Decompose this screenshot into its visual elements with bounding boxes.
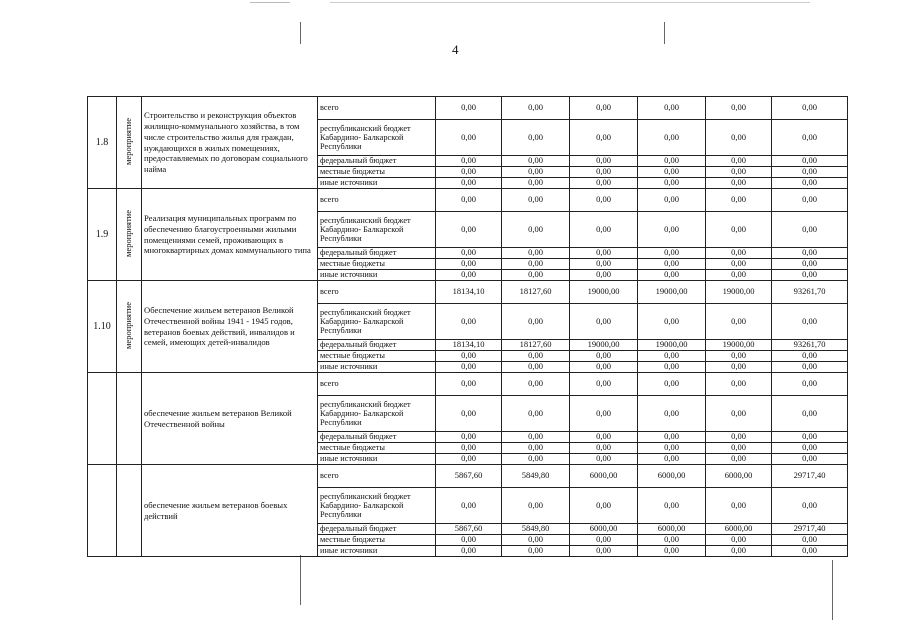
value-cell: 0,00 [502, 373, 570, 396]
funding-source: республиканский бюджет Кабардино- Балкарской Республики [318, 212, 436, 248]
item-type-cell [117, 465, 142, 557]
funding-source: местные бюджеты [318, 167, 436, 178]
table-row [88, 373, 848, 396]
value-cell: 5849,80 [502, 465, 570, 488]
value-cell: 0,00 [706, 546, 772, 557]
funding-source: всего [318, 281, 436, 304]
value-cell: 0,00 [502, 488, 570, 524]
value-cell: 0,00 [772, 178, 848, 189]
funding-source: федеральный бюджет [318, 340, 436, 351]
value-cell: 0,00 [502, 304, 570, 340]
funding-source: республиканский бюджет Кабардино- Балкарской Республики [318, 120, 436, 156]
value-cell: 0,00 [772, 373, 848, 396]
value-cell: 0,00 [638, 259, 706, 270]
value-cell: 0,00 [706, 259, 772, 270]
value-cell: 0,00 [706, 443, 772, 454]
value-cell: 0,00 [502, 351, 570, 362]
value-cell: 29717,40 [772, 524, 848, 535]
scan-artifact [300, 555, 301, 605]
value-cell: 0,00 [436, 488, 502, 524]
value-cell: 0,00 [570, 396, 638, 432]
item-description: Обеспечение жильем ветеранов Великой Отечественной войны 1941 - 1945 годов, ветеранов боевых действий, инвалидов и семей, имеющих детей-инвалидов [142, 281, 318, 373]
funding-source: местные бюджеты [318, 535, 436, 546]
value-cell: 0,00 [436, 259, 502, 270]
table-row [88, 465, 848, 488]
value-cell: 0,00 [706, 304, 772, 340]
value-cell: 0,00 [772, 488, 848, 524]
value-cell: 0,00 [638, 443, 706, 454]
value-cell: 0,00 [638, 156, 706, 167]
value-cell: 0,00 [436, 156, 502, 167]
page-number: 4 [452, 42, 459, 57]
value-cell: 0,00 [436, 432, 502, 443]
value-cell: 0,00 [502, 156, 570, 167]
funding-source: иные источники [318, 362, 436, 373]
item-number [88, 465, 117, 557]
item-type-cell [117, 281, 142, 373]
item-type: мероприятие [123, 209, 134, 257]
value-cell: 19000,00 [570, 281, 638, 304]
item-number [88, 373, 117, 465]
value-cell: 0,00 [638, 396, 706, 432]
value-cell: 29717,40 [772, 465, 848, 488]
item-type: мероприятие [123, 301, 134, 349]
value-cell: 0,00 [772, 396, 848, 432]
value-cell: 0,00 [772, 546, 848, 557]
scan-artifact [664, 22, 665, 44]
value-cell: 6000,00 [638, 465, 706, 488]
value-cell: 0,00 [502, 396, 570, 432]
value-cell: 0,00 [638, 212, 706, 248]
value-cell: 0,00 [436, 248, 502, 259]
funding-source: республиканский бюджет Кабардино- Балкарской Республики [318, 304, 436, 340]
value-cell: 0,00 [706, 362, 772, 373]
value-cell: 18127,60 [502, 281, 570, 304]
value-cell: 0,00 [638, 362, 706, 373]
value-cell: 0,00 [772, 189, 848, 212]
value-cell: 0,00 [570, 120, 638, 156]
item-number: 1.8 [88, 97, 117, 189]
value-cell: 0,00 [502, 535, 570, 546]
value-cell: 5849,80 [502, 524, 570, 535]
funding-source: всего [318, 97, 436, 120]
value-cell: 5867,60 [436, 524, 502, 535]
funding-source: всего [318, 189, 436, 212]
value-cell: 0,00 [638, 454, 706, 465]
value-cell: 0,00 [502, 432, 570, 443]
value-cell: 0,00 [772, 156, 848, 167]
value-cell: 0,00 [502, 120, 570, 156]
value-cell: 0,00 [436, 546, 502, 557]
value-cell: 0,00 [570, 97, 638, 120]
table-row [88, 189, 848, 212]
value-cell: 0,00 [436, 97, 502, 120]
value-cell: 18134,10 [436, 340, 502, 351]
value-cell: 0,00 [638, 351, 706, 362]
value-cell: 0,00 [570, 432, 638, 443]
value-cell: 0,00 [436, 362, 502, 373]
value-cell: 0,00 [502, 454, 570, 465]
value-cell: 0,00 [436, 396, 502, 432]
value-cell: 0,00 [706, 535, 772, 546]
table-body [88, 97, 848, 557]
value-cell: 0,00 [706, 156, 772, 167]
value-cell: 0,00 [772, 248, 848, 259]
value-cell: 0,00 [570, 270, 638, 281]
value-cell: 0,00 [772, 454, 848, 465]
value-cell: 0,00 [502, 362, 570, 373]
value-cell: 93261,70 [772, 340, 848, 351]
table-row [88, 281, 848, 304]
funding-source: всего [318, 373, 436, 396]
scan-artifact [832, 560, 833, 620]
value-cell: 0,00 [638, 97, 706, 120]
funding-source: иные источники [318, 270, 436, 281]
value-cell: 0,00 [706, 432, 772, 443]
funding-source: иные источники [318, 454, 436, 465]
funding-source: республиканский бюджет Кабардино- Балкарской Республики [318, 488, 436, 524]
value-cell: 0,00 [638, 304, 706, 340]
value-cell: 0,00 [638, 120, 706, 156]
value-cell: 0,00 [502, 189, 570, 212]
value-cell: 0,00 [436, 304, 502, 340]
table-row [88, 97, 848, 120]
value-cell: 0,00 [772, 212, 848, 248]
value-cell: 6000,00 [570, 465, 638, 488]
value-cell: 0,00 [638, 373, 706, 396]
value-cell: 0,00 [638, 189, 706, 212]
value-cell: 0,00 [436, 373, 502, 396]
value-cell: 0,00 [706, 212, 772, 248]
value-cell: 0,00 [436, 351, 502, 362]
value-cell: 0,00 [436, 120, 502, 156]
value-cell: 0,00 [570, 248, 638, 259]
funding-source: местные бюджеты [318, 351, 436, 362]
funding-source: федеральный бюджет [318, 432, 436, 443]
value-cell: 0,00 [706, 396, 772, 432]
value-cell: 6000,00 [706, 524, 772, 535]
value-cell: 0,00 [772, 167, 848, 178]
value-cell: 0,00 [570, 212, 638, 248]
value-cell: 0,00 [570, 304, 638, 340]
value-cell: 5867,60 [436, 465, 502, 488]
value-cell: 0,00 [772, 97, 848, 120]
value-cell: 0,00 [502, 212, 570, 248]
funding-source: республиканский бюджет Кабардино- Балкарской Республики [318, 396, 436, 432]
value-cell: 0,00 [502, 259, 570, 270]
funding-source: федеральный бюджет [318, 524, 436, 535]
value-cell: 0,00 [772, 432, 848, 443]
value-cell: 19000,00 [570, 340, 638, 351]
value-cell: 0,00 [706, 120, 772, 156]
value-cell: 0,00 [436, 178, 502, 189]
item-description: обеспечение жильем ветеранов боевых действий [142, 465, 318, 557]
value-cell: 0,00 [436, 212, 502, 248]
value-cell: 0,00 [502, 178, 570, 189]
item-type-cell [117, 97, 142, 189]
value-cell: 0,00 [706, 97, 772, 120]
value-cell: 0,00 [570, 488, 638, 524]
value-cell: 18134,10 [436, 281, 502, 304]
value-cell: 0,00 [706, 270, 772, 281]
value-cell: 0,00 [772, 259, 848, 270]
value-cell: 0,00 [436, 167, 502, 178]
value-cell: 6000,00 [570, 524, 638, 535]
value-cell: 0,00 [570, 259, 638, 270]
funding-source: федеральный бюджет [318, 248, 436, 259]
value-cell: 19000,00 [706, 281, 772, 304]
value-cell: 0,00 [638, 488, 706, 524]
value-cell: 0,00 [638, 270, 706, 281]
value-cell: 0,00 [772, 443, 848, 454]
item-type-cell [117, 189, 142, 281]
value-cell: 0,00 [502, 443, 570, 454]
value-cell: 0,00 [502, 97, 570, 120]
value-cell: 19000,00 [706, 340, 772, 351]
value-cell: 0,00 [772, 351, 848, 362]
value-cell: 0,00 [502, 546, 570, 557]
value-cell: 0,00 [638, 167, 706, 178]
value-cell: 0,00 [570, 546, 638, 557]
funding-source: иные источники [318, 546, 436, 557]
value-cell: 0,00 [570, 535, 638, 546]
item-description: Строительство и реконструкция объектов жилищно-коммунального хозяйства, в том числе строительство жилья для граждан, нуждающихся в жилых помещениях, предоставляемых по договорам социального найма [142, 97, 318, 189]
value-cell: 0,00 [772, 362, 848, 373]
scan-artifact [300, 22, 301, 44]
value-cell: 19000,00 [638, 281, 706, 304]
value-cell: 0,00 [436, 270, 502, 281]
funding-source: местные бюджеты [318, 259, 436, 270]
value-cell: 0,00 [502, 270, 570, 281]
value-cell: 0,00 [570, 443, 638, 454]
value-cell: 0,00 [436, 535, 502, 546]
value-cell: 0,00 [570, 178, 638, 189]
value-cell: 0,00 [570, 373, 638, 396]
item-number: 1.9 [88, 189, 117, 281]
value-cell: 0,00 [570, 189, 638, 212]
value-cell: 0,00 [706, 248, 772, 259]
value-cell: 0,00 [638, 546, 706, 557]
value-cell: 0,00 [772, 270, 848, 281]
value-cell: 0,00 [772, 304, 848, 340]
value-cell: 0,00 [436, 189, 502, 212]
value-cell: 0,00 [638, 432, 706, 443]
value-cell: 0,00 [570, 362, 638, 373]
value-cell: 0,00 [772, 120, 848, 156]
scan-artifact [250, 2, 290, 3]
item-type-cell [117, 373, 142, 465]
funding-source: иные источники [318, 178, 436, 189]
item-description: Реализация муниципальных программ по обеспечению благоустроенными жилыми помещениями семей, проживающих в многоквартирных домах коммунального типа [142, 189, 318, 281]
value-cell: 0,00 [570, 454, 638, 465]
value-cell: 0,00 [502, 248, 570, 259]
value-cell: 0,00 [502, 167, 570, 178]
value-cell: 0,00 [772, 535, 848, 546]
value-cell: 0,00 [570, 167, 638, 178]
funding-source: местные бюджеты [318, 443, 436, 454]
value-cell: 0,00 [436, 454, 502, 465]
value-cell: 0,00 [570, 351, 638, 362]
value-cell: 0,00 [570, 156, 638, 167]
value-cell: 0,00 [436, 443, 502, 454]
value-cell: 6000,00 [706, 465, 772, 488]
scan-artifact [330, 2, 810, 3]
value-cell: 0,00 [706, 189, 772, 212]
value-cell: 0,00 [706, 373, 772, 396]
value-cell: 93261,70 [772, 281, 848, 304]
value-cell: 6000,00 [638, 524, 706, 535]
value-cell: 19000,00 [638, 340, 706, 351]
item-number: 1.10 [88, 281, 117, 373]
item-type: мероприятие [123, 117, 134, 165]
value-cell: 0,00 [638, 178, 706, 189]
value-cell: 18127,60 [502, 340, 570, 351]
value-cell: 0,00 [706, 351, 772, 362]
budget-table [87, 96, 848, 557]
funding-source: федеральный бюджет [318, 156, 436, 167]
value-cell: 0,00 [706, 454, 772, 465]
item-description: обеспечение жильем ветеранов Великой Отечественной войны [142, 373, 318, 465]
value-cell: 0,00 [638, 248, 706, 259]
value-cell: 0,00 [706, 178, 772, 189]
value-cell: 0,00 [638, 535, 706, 546]
value-cell: 0,00 [706, 488, 772, 524]
value-cell: 0,00 [706, 167, 772, 178]
funding-source: всего [318, 465, 436, 488]
